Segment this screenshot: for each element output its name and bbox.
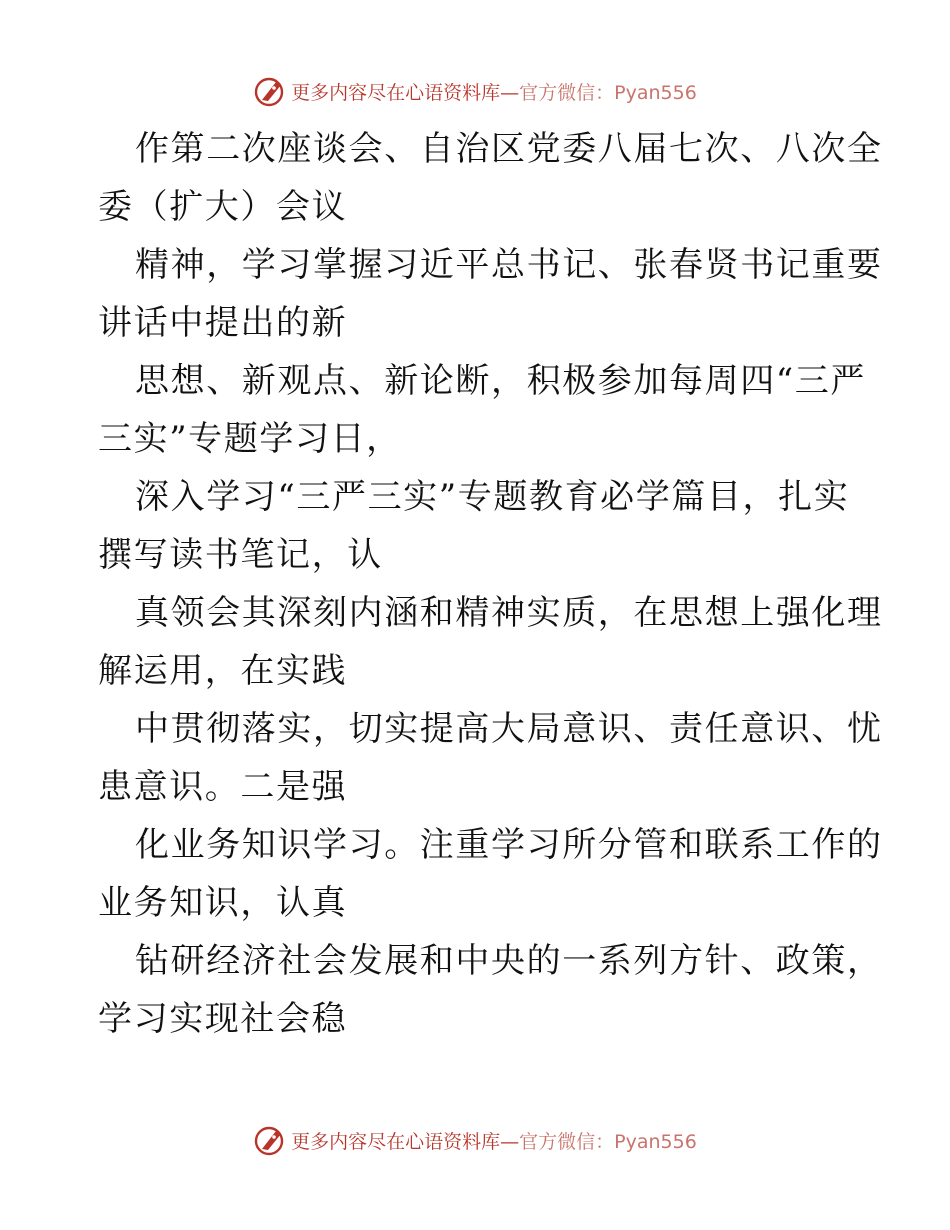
footer-watermark bbox=[0, 1120, 950, 1160]
paragraph-line: 撰写读书笔记，认 bbox=[98, 535, 383, 575]
paragraph bbox=[98, 236, 883, 352]
paragraph-line: 学习实现社会稳 bbox=[98, 999, 348, 1039]
paragraph-line: 三实”专题学习日， bbox=[98, 419, 402, 459]
paragraph-line: 深入学习“三严三实”专题教育必学篇目，扎实 bbox=[135, 477, 850, 517]
paragraph-line: 解运用，在实践 bbox=[98, 651, 348, 691]
paragraph bbox=[98, 584, 883, 700]
watermark-text: 更多内容尽在心语资料库— bbox=[291, 1130, 520, 1153]
paragraph-line: 化业务知识学习。注重学习所分管和联系工作的 bbox=[135, 825, 883, 865]
paragraph-line: 思想、新观点、新论断，积极参加每周四“三严 bbox=[135, 361, 866, 401]
paragraph bbox=[98, 352, 866, 468]
watermark-text: 更多内容尽在心语资料库— bbox=[291, 81, 520, 104]
pen-nib-logo-icon bbox=[253, 74, 287, 108]
paragraph-line: 患意识。二是强 bbox=[98, 767, 348, 807]
paragraph-line: 中贯彻落实，切实提高大局意识、责任意识、忧 bbox=[135, 709, 883, 749]
paragraph-line: 真领会其深刻内涵和精神实质，在思想上强化理 bbox=[135, 593, 883, 633]
paragraph bbox=[98, 120, 883, 236]
paragraph bbox=[98, 468, 858, 584]
paragraph-line: 委（扩大）会议 bbox=[98, 187, 348, 227]
watermark-contact: 官方微信：Pyan556 bbox=[519, 81, 697, 104]
document-body bbox=[98, 120, 883, 1048]
paragraph-line: 钻研经济社会发展和中央的一系列方针、政策， bbox=[135, 941, 883, 981]
paragraph bbox=[98, 700, 883, 816]
pen-nib-logo-icon bbox=[253, 1123, 287, 1157]
paragraph-line: 业务知识，认真 bbox=[98, 883, 348, 923]
paragraph-line: 精神，学习掌握习近平总书记、张春贤书记重要 bbox=[135, 245, 883, 285]
watermark-contact: 官方微信：Pyan556 bbox=[519, 1130, 697, 1153]
paragraph bbox=[98, 932, 883, 1048]
paragraph bbox=[98, 816, 883, 932]
paragraph-line: 作第二次座谈会、自治区党委八届七次、八次全 bbox=[135, 129, 883, 169]
paragraph-line: 讲话中提出的新 bbox=[98, 303, 348, 343]
header-watermark bbox=[0, 71, 950, 111]
